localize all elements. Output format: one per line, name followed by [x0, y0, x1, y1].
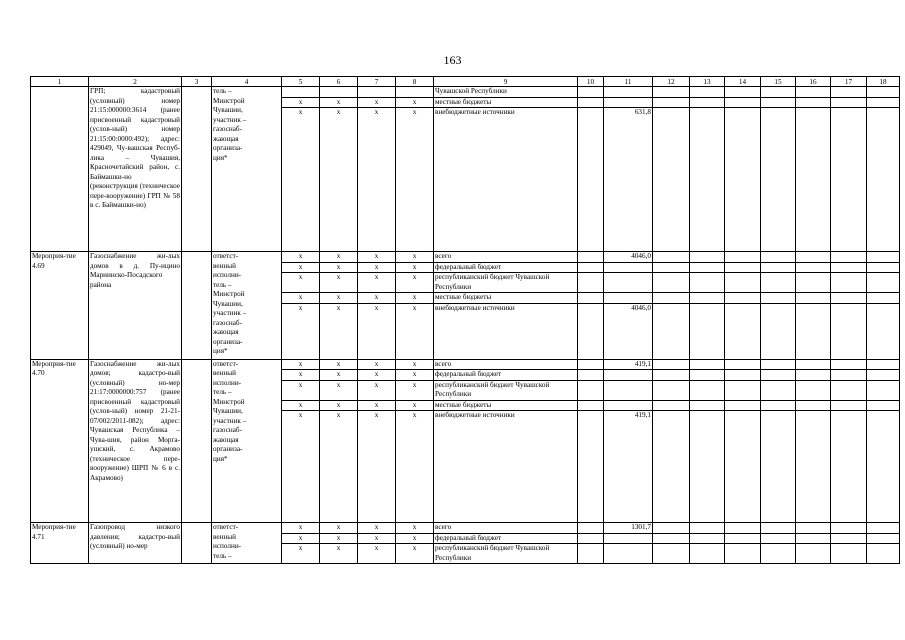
funding-source: федеральный бюджет: [434, 262, 578, 273]
column-header: 1: [31, 77, 89, 87]
x-mark: х: [396, 273, 434, 293]
x-mark: х: [320, 380, 358, 400]
event-number-cell: Мероприя-тие 4.71: [31, 523, 89, 564]
column-header: 17: [831, 77, 867, 87]
x-mark: х: [358, 411, 396, 523]
amount-value: 631,8: [604, 108, 653, 252]
x-mark: х: [358, 523, 396, 534]
x-mark: х: [282, 273, 320, 293]
object-description: Газоснабжение жи-лых домов; кадастро-вый (условный) но-мер 21:17:0000000:757 (ранее присвоенный кадастровый (услов-ный) номер 21-21-07/002/2011-082); адрес: Чувашская Республика – Чува-шия, район Морга-ушский, с. Акрамово (техническое пере-вооружение) ШРП № 6 в с. Акрамово): [89, 359, 182, 523]
executor-cell: ответст- венный исполни- тель – Минстрой Чувашии, участник – газоснаб- жающая организа- ция*: [212, 359, 282, 523]
funding-source: местные бюджеты: [434, 400, 578, 411]
table-row: [31, 359, 900, 370]
x-mark: х: [358, 97, 396, 108]
column-header: 12: [653, 77, 690, 87]
x-mark: х: [282, 303, 320, 359]
empty-cell: [182, 359, 212, 523]
column-number-row: [31, 77, 900, 87]
funding-source: внебюджетные источники: [434, 411, 578, 523]
x-mark: х: [282, 533, 320, 544]
x-mark: х: [396, 380, 434, 400]
x-mark: х: [282, 252, 320, 263]
funding-source: республиканский бюджет Чувашской Республики: [434, 544, 578, 564]
table-row: [31, 252, 900, 263]
column-header: 18: [867, 77, 900, 87]
table-row: [31, 87, 900, 98]
amount-value: 4046,0: [604, 252, 653, 263]
column-header: 4: [212, 77, 282, 87]
x-mark: х: [320, 400, 358, 411]
column-header: 2: [89, 77, 182, 87]
x-mark: х: [320, 411, 358, 523]
funding-source: внебюджетные источники: [434, 108, 578, 252]
empty-cell: [282, 87, 320, 98]
column-header: 9: [434, 77, 578, 87]
column-header: 15: [761, 77, 796, 87]
funding-source: внебюджетные источники: [434, 303, 578, 359]
x-mark: х: [358, 544, 396, 564]
funding-source: федеральный бюджет: [434, 370, 578, 381]
x-mark: х: [358, 108, 396, 252]
x-mark: х: [358, 252, 396, 263]
x-mark: х: [282, 370, 320, 381]
amount-value: 419,1: [604, 411, 653, 523]
budget-table: [30, 76, 900, 564]
x-mark: х: [396, 262, 434, 273]
x-mark: х: [320, 273, 358, 293]
event-number-cell: Мероприя-тие 4.69: [31, 252, 89, 360]
column-header: 11: [604, 77, 653, 87]
column-header: 3: [182, 77, 212, 87]
x-mark: х: [396, 370, 434, 381]
empty-cell: [358, 87, 396, 98]
x-mark: х: [396, 400, 434, 411]
funding-source: республиканский бюджет Чувашской Республики: [434, 273, 578, 293]
column-header: 7: [358, 77, 396, 87]
x-mark: х: [320, 544, 358, 564]
empty-cell: [182, 87, 212, 252]
object-description: Газоснабжение жи-лых домов в д. Пу-ицино Мариинско-Посадского района: [89, 252, 182, 360]
x-mark: х: [396, 293, 434, 304]
column-header: 6: [320, 77, 358, 87]
x-mark: х: [358, 400, 396, 411]
column-header: 8: [396, 77, 434, 87]
x-mark: х: [320, 252, 358, 263]
x-mark: х: [358, 370, 396, 381]
amount-value: 419,1: [604, 359, 653, 370]
column-header: 10: [578, 77, 604, 87]
x-mark: х: [282, 262, 320, 273]
event-number-cell: Мероприя-тие 4.70: [31, 359, 89, 523]
x-mark: х: [396, 303, 434, 359]
x-mark: х: [358, 303, 396, 359]
x-mark: х: [396, 523, 434, 534]
x-mark: х: [396, 544, 434, 564]
object-description: ГРП; кадастровый (условный) номер 21:15:000000:3614 (ранее присвоенный кадастровый (услов-ный) номер 21:15:00:0000:492); адрес: 429049, Чу-вашская Респуб-лика – Чувашия, Красночетайский район, с. Баймашки-но (реконструкция (техническое пере-вооружение) ГРП № 58 в с. Баймашки-но): [89, 87, 182, 252]
x-mark: х: [320, 370, 358, 381]
executor-cell: ответст- венный исполни- тель – Минстрой Чувашии, участник – газоснаб- жающая организа- ция*: [212, 252, 282, 360]
x-mark: х: [282, 97, 320, 108]
x-mark: х: [282, 411, 320, 523]
x-mark: х: [358, 262, 396, 273]
executor-cell: тель – Минстрой Чувашии, участник – газоснаб- жающая организа- ция*: [212, 87, 282, 252]
empty-cell: [396, 87, 434, 98]
x-mark: х: [320, 108, 358, 252]
funding-source: местные бюджеты: [434, 293, 578, 304]
x-mark: х: [396, 533, 434, 544]
x-mark: х: [396, 252, 434, 263]
empty-cell: [182, 252, 212, 360]
x-mark: х: [358, 359, 396, 370]
x-mark: х: [282, 359, 320, 370]
x-mark: х: [282, 380, 320, 400]
x-mark: х: [396, 411, 434, 523]
page-number: 163: [443, 53, 462, 67]
x-mark: х: [320, 262, 358, 273]
amount-value: 4046,0: [604, 303, 653, 359]
funding-source: всего: [434, 523, 578, 534]
object-description: Газопровод низкого давления; кадастро-вый (условный) но-мер: [89, 523, 182, 564]
x-mark: х: [282, 544, 320, 564]
amount-value: 1301,7: [604, 523, 653, 534]
column-header: 13: [690, 77, 725, 87]
column-header: 16: [796, 77, 831, 87]
x-mark: х: [320, 523, 358, 534]
x-mark: х: [282, 400, 320, 411]
table-row: [31, 523, 900, 534]
column-header: 5: [282, 77, 320, 87]
x-mark: х: [320, 303, 358, 359]
x-mark: х: [282, 523, 320, 534]
x-mark: х: [320, 97, 358, 108]
funding-source: всего: [434, 359, 578, 370]
funding-source: местные бюджеты: [434, 97, 578, 108]
funding-source: республиканский бюджет Чувашской Республики: [434, 380, 578, 400]
empty-cell: [320, 87, 358, 98]
x-mark: х: [396, 359, 434, 370]
x-mark: х: [358, 533, 396, 544]
funding-source: федеральный бюджет: [434, 533, 578, 544]
x-mark: х: [396, 108, 434, 252]
x-mark: х: [320, 359, 358, 370]
x-mark: х: [282, 108, 320, 252]
executor-cell: ответст- венный исполни- тель –: [212, 523, 282, 564]
x-mark: х: [358, 380, 396, 400]
x-mark: х: [320, 533, 358, 544]
event-number-cell: [31, 87, 89, 252]
x-mark: х: [320, 293, 358, 304]
empty-cell: [182, 523, 212, 564]
funding-source: всего: [434, 252, 578, 263]
x-mark: х: [282, 293, 320, 304]
x-mark: х: [396, 97, 434, 108]
x-mark: х: [358, 273, 396, 293]
funding-source: Чувашской Республики: [434, 87, 578, 98]
x-mark: х: [358, 293, 396, 304]
column-header: 14: [725, 77, 761, 87]
